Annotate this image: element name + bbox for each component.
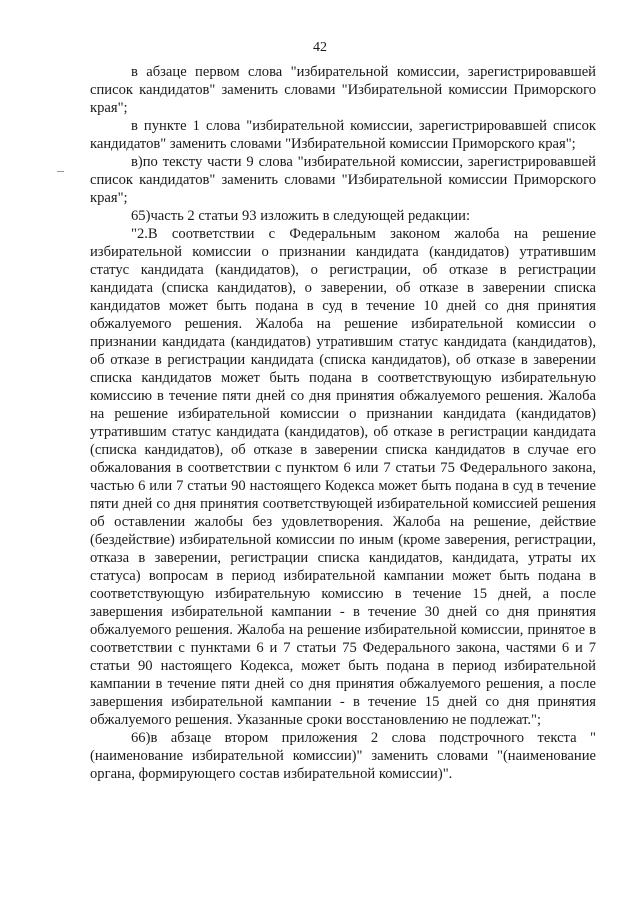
margin-mark	[57, 171, 64, 172]
page-number: 42	[313, 40, 327, 55]
paragraph-amend-punkt-1: в пункте 1 слова "избирательной комиссии, зарегистрировавшей список кандидатов" заменить словами "Избирательной комиссии Приморского края";	[90, 118, 596, 152]
paragraph-item-66: 66)в абзаце втором приложения 2 слова подстрочного текста "(наименование избирательной комиссии)" заменить словами "(наименование органа, формирующего состав избирательной комиссии)".	[90, 730, 596, 782]
paragraph-amend-first-abzac: в абзаце первом слова "избирательной комиссии, зарегистрировавшей список кандидатов" заменить словами "Избирательной комиссии Приморского края";	[90, 64, 596, 116]
paragraph-article-93-text: "2.В соответствии с Федеральным законом жалоба на решение избирательной комиссии о признании кандидата (кандидатов) утратившим статус кандидата (кандидатов), о регистрации, об отказе в регистрации кандидата (списка кандидатов), о заверении, об отказе в заверении списка кандидатов может быть подана в суд в течение 10 дней со дня принятия обжалуемого решения. Жалоба на решение избирательной комиссии о признании кандидата (кандидатов) утратившим статус кандидата (кандидатов), об отказе в регистрации кандидата (списка кандидатов), об отказе в заверении списка кандидатов может быть подана в соответствующую избирательную комиссию в течение пяти дней со дня принятия обжалуемого решения. Жалоба на решение избирательной комиссии о признании кандидата (кандидатов) утратившим статус кандидата (кандидатов), об отказе в регистрации кандидата (списка кандидатов), об отказе в заверении списка кандидатов в случае его обжалования в соответствии с пунктом 6 или 7 статьи 75 Федерального закона, частью 6 или 7 статьи 90 настоящего Кодекса может быть подана в суд в течение пяти дней со дня принятия соответствующей избирательной комиссией решения об оставлении жалобы без удовлетворения. Жалоба на решение, действие (бездействие) избирательной комиссии по иным (кроме заверения, регистрации, отказа в заверении, регистрации списка кандидатов, кандидата, утраты их статуса) вопросам в период избирательной кампании может быть подана в соответствующую избирательную комиссию в течение 15 дней, а после завершения избирательной кампании - в течение 30 дней со дня принятия обжалуемого решения. Жалоба на решение избирательной комиссии, принятое в соответствии с пунктами 6 и 7 статьи 75 Федерального закона, частями 6 и 7 статьи 90 настоящего Кодекса, может быть подана в период избирательной кампании в течение пяти дней со дня принятия обжалуемого решения, а после завершения избирательной кампании - в течение 15 дней со дня принятия обжалуемого решения. Указанные сроки восстановлению не подлежат.";	[90, 226, 596, 728]
paragraph-item-65: 65)часть 2 статьи 93 изложить в следующей редакции:	[131, 208, 471, 224]
paragraph-amend-part-9: в)по тексту части 9 слова "избирательной комиссии, зарегистрировавшей список кандидатов" заменить словами "Избирательной комиссии Приморского края";	[90, 154, 596, 206]
document-body	[90, 63, 596, 783]
